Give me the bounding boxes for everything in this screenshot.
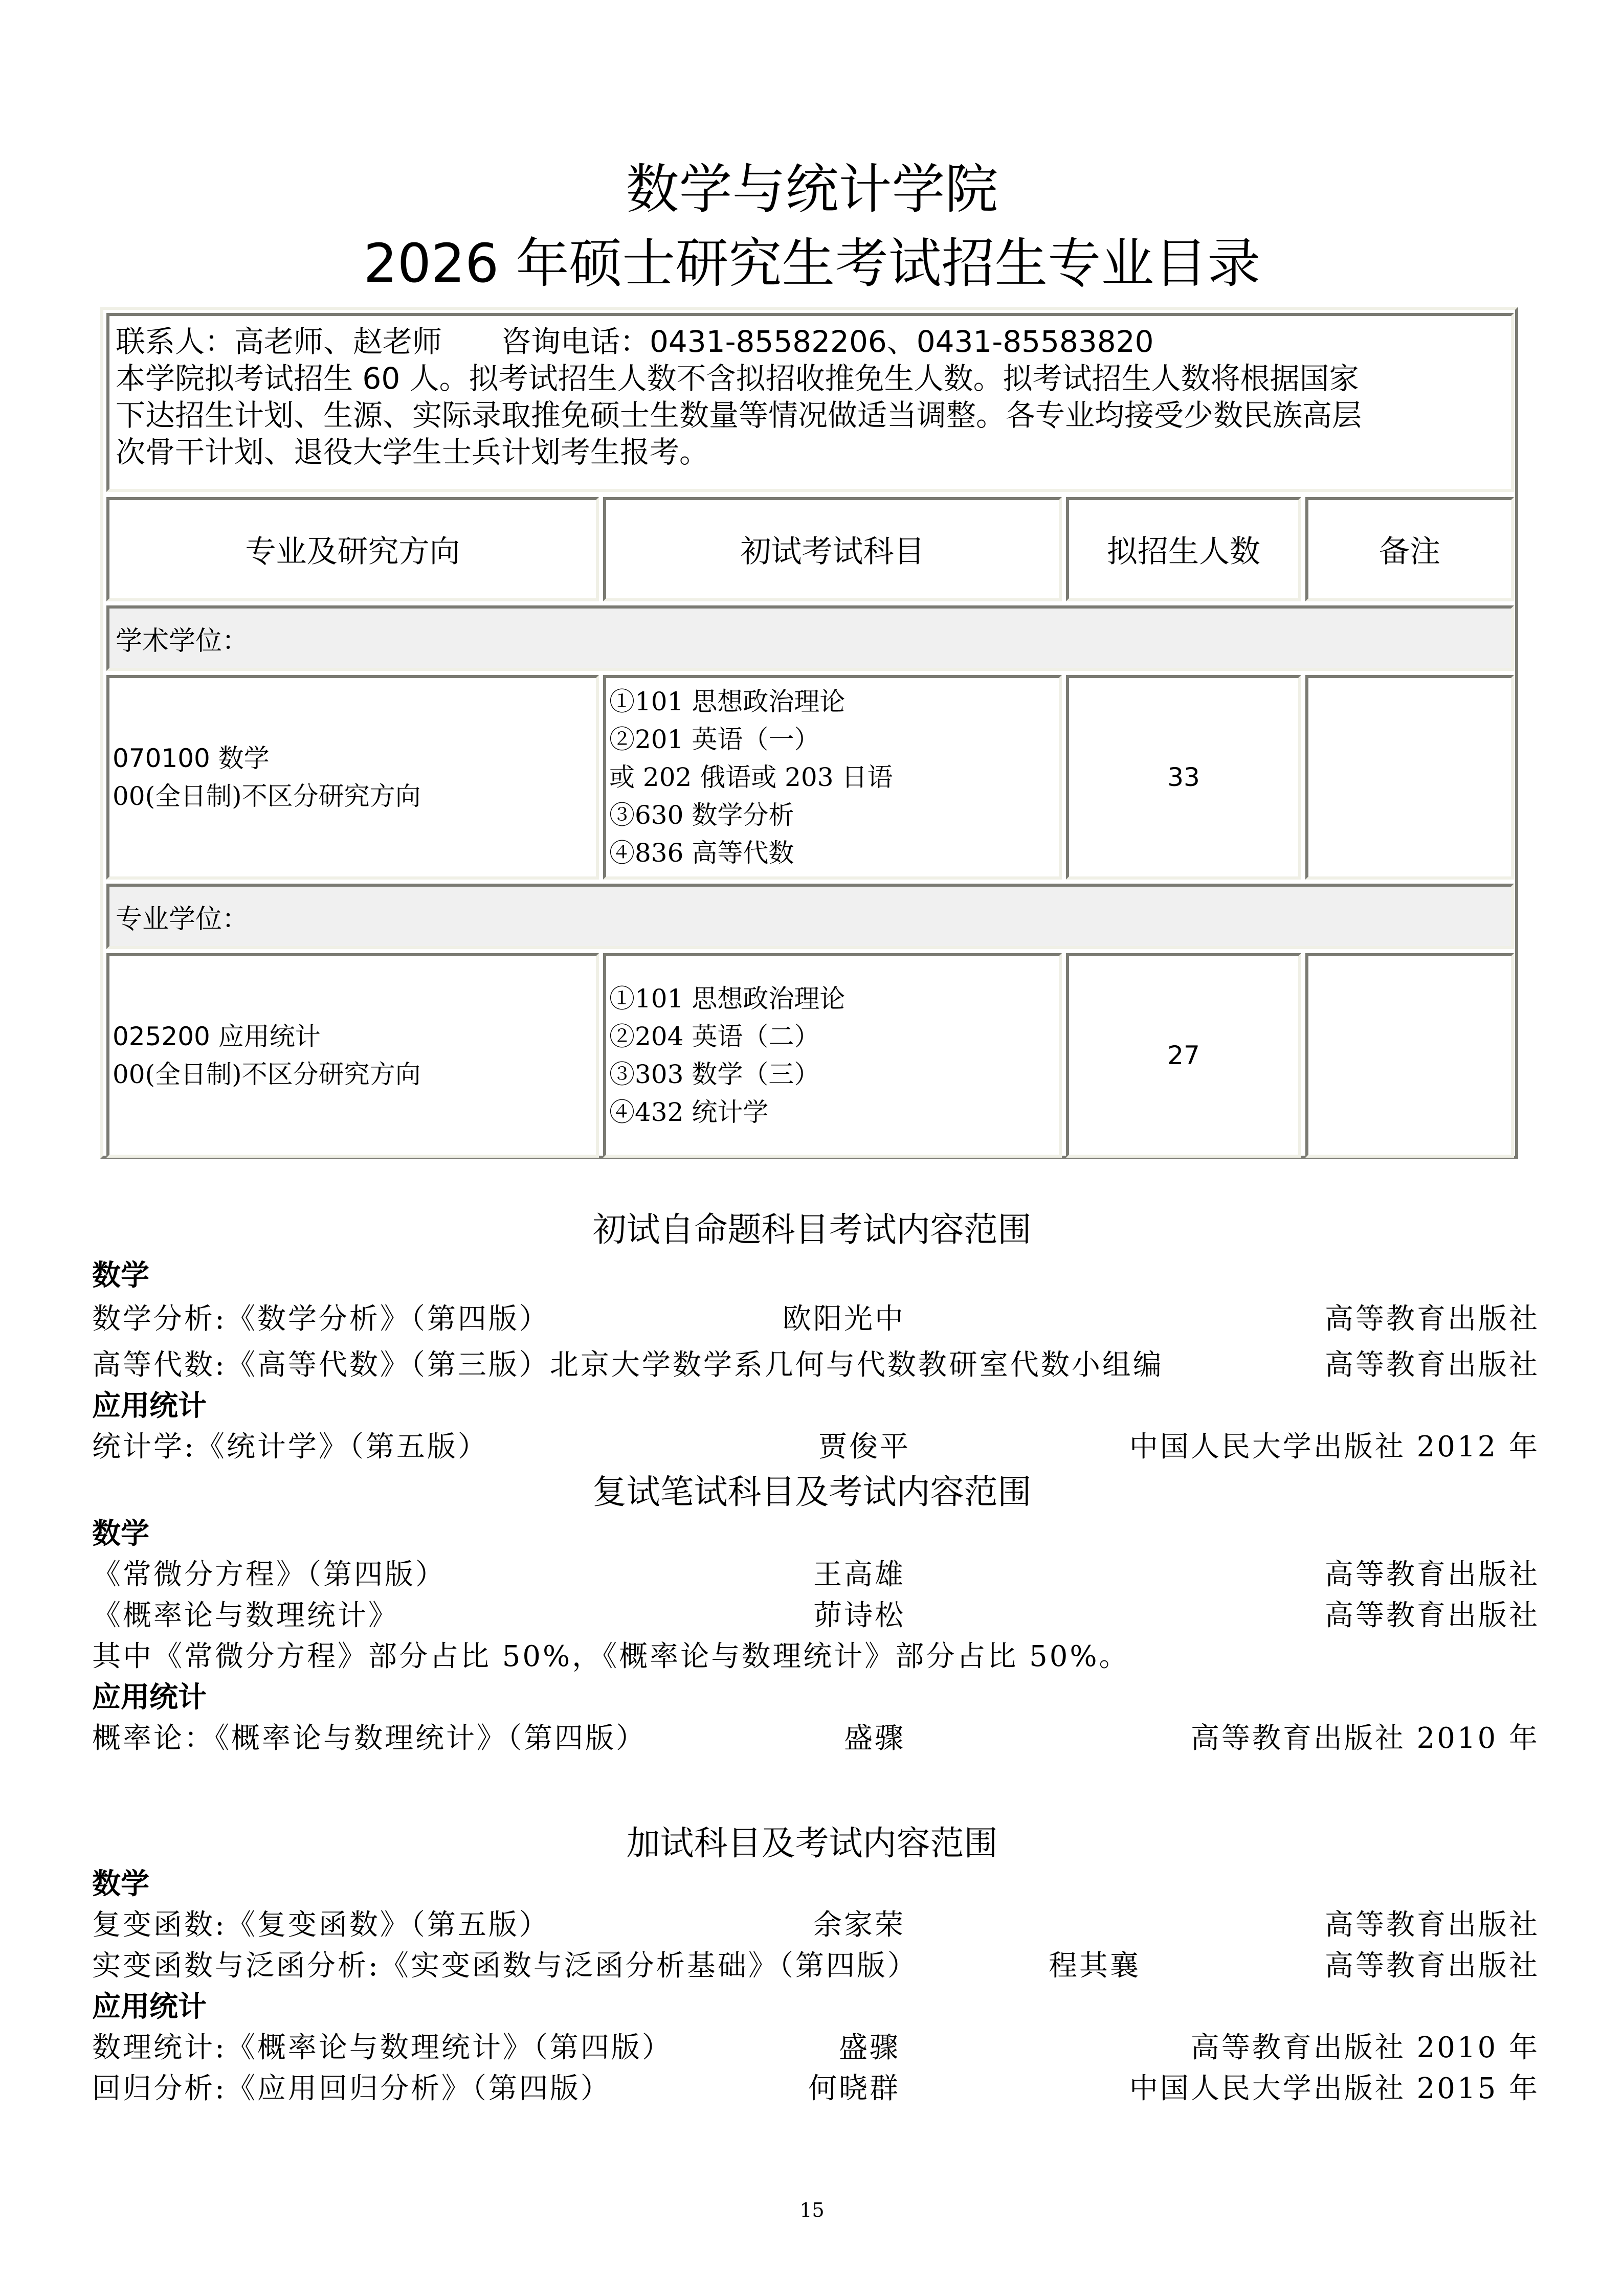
book-entry [92,2028,1540,2068]
book-entry [92,1595,1540,1636]
subjects-cell [603,953,1062,1158]
section-title-additional-exam: 加试科目及考试内容范围 [626,1824,998,1863]
group-heading: 数学 [92,1867,149,1901]
book-entry [92,1299,1540,1340]
book-title: 高等代数:《高等代数》（第三版）北京大学数学系几何与代数教研室代数小组编 [92,1348,1164,1382]
book-publisher: 高等教育出版社 [1325,1558,1540,1591]
group-heading: 应用统计 [92,1389,207,1423]
remark-cell [1305,675,1514,880]
subject-item: ②204 英语（二） [609,1022,820,1051]
book-title: 数理统计:《概率论与数理统计》（第四版） [92,2031,673,2064]
book-author: 盛骤 [839,2031,900,2064]
book-title: 实变函数与泛函分析:《实变函数与泛函分析基础》（第四版） [92,1949,918,1983]
weight-note: 其中《常微分方程》部分占比 50%，《概率论与数理统计》部分占比 50%。 [92,1640,1130,1673]
book-publisher: 高等教育出版社 2010 年 [1190,1722,1540,1755]
subject-item: ②201 英语（一） [609,725,820,754]
subject-item: ③630 数学分析 [609,800,794,830]
subject-item: ①101 思想政治理论 [609,984,846,1014]
subject-item: ④836 高等代数 [609,838,794,868]
book-title: 复变函数:《复变函数》（第五版） [92,1908,550,1942]
subject-item: ①101 思想政治理论 [609,687,846,716]
book-publisher: 高等教育出版社 [1325,1599,1540,1632]
subject-item: ③303 数学（三） [609,1060,820,1089]
intro-line: 下达招生计划、生源、实际录取推免硕士生数量等情况做适当调整。各专业均接受少数民族高层 [116,398,1362,433]
subject-item: 或 202 俄语或 203 日语 [609,762,893,792]
book-publisher: 高等教育出版社 [1325,1949,1540,1983]
book-title: 概率论：《概率论与数理统计》（第四版） [92,1722,647,1755]
intro-cell [106,313,1514,492]
research-direction: 00(全日制)不区分研究方向 [113,1060,421,1089]
book-publisher: 中国人民大学出版社 2012 年 [1129,1430,1540,1464]
group-heading: 应用统计 [92,1990,207,2023]
group-heading: 应用统计 [92,1681,207,1714]
section-academic-degree: 学术学位： [106,605,1514,671]
book-title: 回归分析:《应用回归分析》（第四版） [92,2072,611,2105]
book-author: 贾俊平 [818,1430,910,1464]
header-subjects: 初试考试科目 [603,497,1062,601]
header-quota: 拟招生人数 [1066,497,1301,601]
intro-line: 本学院拟考试招生 60 人。拟考试招生人数不含拟招收推免生人数。拟考试招生人数将根据国家 [116,361,1359,396]
major-cell [106,953,599,1158]
book-author: 何晓群 [808,2072,900,2105]
book-publisher: 高等教育出版社 [1325,1348,1540,1382]
major-name: 070100 数学 [113,744,270,773]
book-publisher: 中国人民大学出版社 2015 年 [1129,2072,1540,2105]
book-title: 《常微分方程》（第四版） [92,1558,446,1591]
intro-line: 次骨干计划、退役大学生士兵计划考生报考。 [116,435,709,469]
book-author: 余家荣 [813,1908,905,1942]
major-name: 025200 应用统计 [113,1022,321,1051]
book-title: 统计学:《统计学》（第五版） [92,1430,488,1464]
quota-cell: 27 [1066,953,1301,1158]
catalog-table [100,307,1518,1159]
remark-cell [1305,953,1514,1158]
book-author: 盛骤 [844,1722,905,1755]
catalog-title: 2026 年硕士研究生考试招生专业目录 [363,232,1261,295]
contact-info: 联系人：高老师、赵老师 咨询电话：0431-85582206、0431-85583820 [116,324,1154,359]
group-heading: 数学 [92,1259,149,1292]
school-title: 数学与统计学院 [626,158,998,220]
section-professional-degree: 专业学位： [106,884,1514,949]
book-author: 王高雄 [813,1558,905,1591]
quota-cell: 33 [1066,675,1301,880]
book-entry [92,2068,1540,2109]
page-number: 15 [799,2199,825,2221]
subject-item: ④432 统计学 [609,1097,769,1127]
book-author: 欧阳光中 [783,1302,905,1336]
book-entry [92,1905,1540,1946]
book-entry [92,1718,1540,1759]
book-entry [92,1946,1540,1987]
book-title: 数学分析:《数学分析》（第四版） [92,1302,550,1336]
book-entry [92,1345,1540,1386]
book-title: 《概率论与数理统计》 [92,1599,399,1632]
research-direction: 00(全日制)不区分研究方向 [113,781,421,811]
group-heading: 数学 [92,1517,149,1550]
book-entry [92,1555,1540,1595]
section-title-initial-exam: 初试自命题科目考试内容范围 [592,1210,1032,1249]
book-publisher: 高等教育出版社 [1325,1302,1540,1336]
section-title-retest-written: 复试笔试科目及考试内容范围 [592,1472,1032,1512]
header-remark: 备注 [1305,497,1514,601]
subjects-cell [603,675,1062,880]
book-publisher: 高等教育出版社 2010 年 [1190,2031,1540,2064]
major-cell [106,675,599,880]
book-author: 程其襄 [1049,1949,1141,1983]
book-publisher: 高等教育出版社 [1325,1908,1540,1942]
header-major: 专业及研究方向 [106,497,599,601]
book-entry [92,1427,1540,1468]
book-author: 茆诗松 [813,1599,905,1632]
